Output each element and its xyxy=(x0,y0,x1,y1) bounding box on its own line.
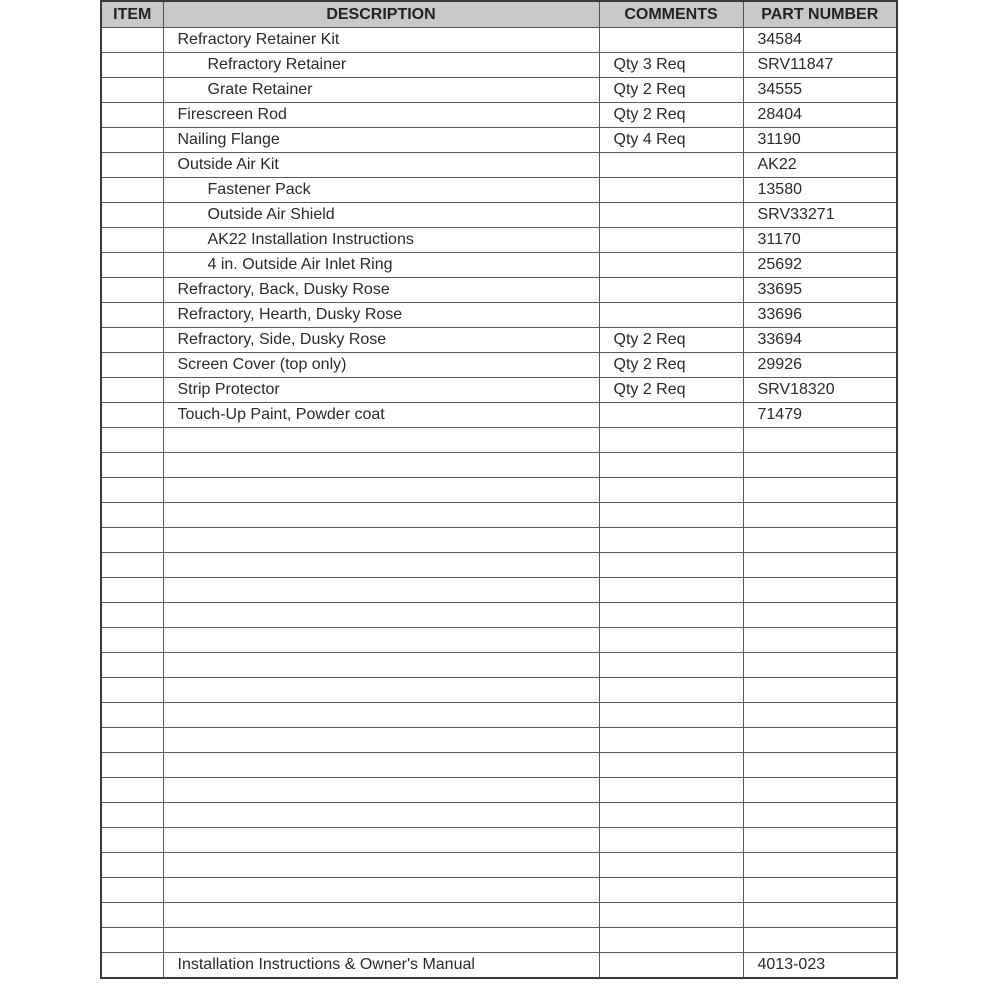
table-row xyxy=(101,78,897,103)
header-row xyxy=(101,1,897,28)
table-row xyxy=(101,353,897,378)
description-cell xyxy=(163,553,599,578)
item-cell xyxy=(101,378,163,403)
comments-cell xyxy=(599,578,743,603)
comments-cell xyxy=(599,928,743,953)
blank-row xyxy=(101,903,897,928)
comments-cell xyxy=(599,603,743,628)
comments-cell xyxy=(599,803,743,828)
item-cell xyxy=(101,728,163,753)
description-cell xyxy=(163,603,599,628)
item-cell xyxy=(101,928,163,953)
description-cell xyxy=(163,853,599,878)
description-cell: Grate Retainer xyxy=(163,78,599,103)
blank-row xyxy=(101,803,897,828)
comments-cell xyxy=(599,253,743,278)
part-number-cell xyxy=(743,453,897,478)
item-cell xyxy=(101,878,163,903)
part-number-cell xyxy=(743,478,897,503)
description-cell: Firescreen Rod xyxy=(163,103,599,128)
item-cell xyxy=(101,278,163,303)
part-number-cell xyxy=(743,528,897,553)
item-cell xyxy=(101,328,163,353)
description-cell: Outside Air Kit xyxy=(163,153,599,178)
part-number-cell: 13580 xyxy=(743,178,897,203)
blank-row xyxy=(101,603,897,628)
part-number-cell xyxy=(743,503,897,528)
description-cell: Refractory Retainer xyxy=(163,53,599,78)
comments-cell: Qty 4 Req xyxy=(599,128,743,153)
item-cell xyxy=(101,78,163,103)
part-number-cell: 71479 xyxy=(743,403,897,428)
comments-cell xyxy=(599,653,743,678)
description-cell xyxy=(163,803,599,828)
description-cell: 4 in. Outside Air Inlet Ring xyxy=(163,253,599,278)
comments-cell xyxy=(599,678,743,703)
part-number-cell: 28404 xyxy=(743,103,897,128)
description-cell xyxy=(163,503,599,528)
description-cell: Installation Instructions & Owner's Manual xyxy=(163,953,599,979)
table-row xyxy=(101,53,897,78)
comments-cell: Qty 2 Req xyxy=(599,378,743,403)
header-comments: COMMENTS xyxy=(599,1,743,28)
table-row xyxy=(101,953,897,979)
comments-cell xyxy=(599,728,743,753)
description-cell xyxy=(163,653,599,678)
table-row xyxy=(101,303,897,328)
item-cell xyxy=(101,153,163,178)
item-cell xyxy=(101,528,163,553)
part-number-cell: SRV33271 xyxy=(743,203,897,228)
table-row xyxy=(101,253,897,278)
item-cell xyxy=(101,28,163,53)
blank-row xyxy=(101,778,897,803)
table-row xyxy=(101,328,897,353)
blank-row xyxy=(101,853,897,878)
blank-row xyxy=(101,878,897,903)
comments-cell xyxy=(599,478,743,503)
description-cell: Touch-Up Paint, Powder coat xyxy=(163,403,599,428)
item-cell xyxy=(101,753,163,778)
table-row xyxy=(101,203,897,228)
blank-row xyxy=(101,928,897,953)
item-cell xyxy=(101,853,163,878)
comments-cell: Qty 2 Req xyxy=(599,78,743,103)
comments-cell xyxy=(599,553,743,578)
part-number-cell: 29926 xyxy=(743,353,897,378)
part-number-cell xyxy=(743,653,897,678)
part-number-cell: 4013-023 xyxy=(743,953,897,979)
description-cell: Refractory, Back, Dusky Rose xyxy=(163,278,599,303)
item-cell xyxy=(101,803,163,828)
part-number-cell xyxy=(743,878,897,903)
table-row xyxy=(101,228,897,253)
table-row xyxy=(101,278,897,303)
item-cell xyxy=(101,678,163,703)
description-cell: Outside Air Shield xyxy=(163,203,599,228)
description-cell xyxy=(163,703,599,728)
item-cell xyxy=(101,253,163,278)
item-cell xyxy=(101,303,163,328)
item-cell xyxy=(101,128,163,153)
part-number-cell xyxy=(743,778,897,803)
header-item: ITEM xyxy=(101,1,163,28)
part-number-cell: 31170 xyxy=(743,228,897,253)
comments-cell xyxy=(599,228,743,253)
item-cell xyxy=(101,228,163,253)
comments-cell xyxy=(599,503,743,528)
comments-cell xyxy=(599,428,743,453)
description-cell xyxy=(163,778,599,803)
part-number-cell xyxy=(743,628,897,653)
part-number-cell: 25692 xyxy=(743,253,897,278)
table-row xyxy=(101,103,897,128)
part-number-cell: AK22 xyxy=(743,153,897,178)
part-number-cell xyxy=(743,703,897,728)
description-cell xyxy=(163,528,599,553)
table-row xyxy=(101,403,897,428)
part-number-cell: SRV18320 xyxy=(743,378,897,403)
parts-list-table xyxy=(100,0,898,979)
comments-cell xyxy=(599,303,743,328)
part-number-cell xyxy=(743,578,897,603)
comments-cell xyxy=(599,828,743,853)
description-cell: AK22 Installation Instructions xyxy=(163,228,599,253)
description-cell: Fastener Pack xyxy=(163,178,599,203)
part-number-cell xyxy=(743,928,897,953)
blank-row xyxy=(101,578,897,603)
comments-cell xyxy=(599,703,743,728)
part-number-cell: 34584 xyxy=(743,28,897,53)
item-cell xyxy=(101,628,163,653)
blank-row xyxy=(101,678,897,703)
part-number-cell xyxy=(743,603,897,628)
table-row xyxy=(101,128,897,153)
blank-row xyxy=(101,478,897,503)
part-number-cell xyxy=(743,828,897,853)
description-cell: Strip Protector xyxy=(163,378,599,403)
table-body xyxy=(101,28,897,979)
item-cell xyxy=(101,828,163,853)
blank-row xyxy=(101,753,897,778)
comments-cell xyxy=(599,953,743,979)
comments-cell xyxy=(599,753,743,778)
item-cell xyxy=(101,53,163,78)
description-cell: Refractory, Hearth, Dusky Rose xyxy=(163,303,599,328)
header-part-number: PART NUMBER xyxy=(743,1,897,28)
part-number-cell xyxy=(743,728,897,753)
table-row xyxy=(101,378,897,403)
item-cell xyxy=(101,903,163,928)
comments-cell xyxy=(599,903,743,928)
item-cell xyxy=(101,578,163,603)
description-cell: Nailing Flange xyxy=(163,128,599,153)
comments-cell: Qty 2 Req xyxy=(599,353,743,378)
blank-row xyxy=(101,453,897,478)
item-cell xyxy=(101,953,163,979)
blank-row xyxy=(101,703,897,728)
item-cell xyxy=(101,778,163,803)
description-cell: Screen Cover (top only) xyxy=(163,353,599,378)
item-cell xyxy=(101,103,163,128)
comments-cell xyxy=(599,853,743,878)
description-cell xyxy=(163,478,599,503)
header-description: DESCRIPTION xyxy=(163,1,599,28)
comments-cell xyxy=(599,628,743,653)
item-cell xyxy=(101,428,163,453)
item-cell xyxy=(101,503,163,528)
comments-cell xyxy=(599,878,743,903)
description-cell xyxy=(163,628,599,653)
blank-row xyxy=(101,503,897,528)
description-cell xyxy=(163,828,599,853)
description-cell xyxy=(163,678,599,703)
table-row xyxy=(101,178,897,203)
part-number-cell: 31190 xyxy=(743,128,897,153)
comments-cell xyxy=(599,178,743,203)
description-cell xyxy=(163,578,599,603)
blank-row xyxy=(101,728,897,753)
comments-cell xyxy=(599,28,743,53)
item-cell xyxy=(101,478,163,503)
comments-cell xyxy=(599,203,743,228)
item-cell xyxy=(101,703,163,728)
blank-row xyxy=(101,828,897,853)
comments-cell xyxy=(599,153,743,178)
comments-cell xyxy=(599,453,743,478)
item-cell xyxy=(101,553,163,578)
part-number-cell xyxy=(743,428,897,453)
blank-row xyxy=(101,653,897,678)
item-cell xyxy=(101,178,163,203)
description-cell xyxy=(163,453,599,478)
part-number-cell: SRV11847 xyxy=(743,53,897,78)
comments-cell: Qty 2 Req xyxy=(599,328,743,353)
part-number-cell xyxy=(743,903,897,928)
description-cell xyxy=(163,878,599,903)
comments-cell: Qty 3 Req xyxy=(599,53,743,78)
description-cell xyxy=(163,903,599,928)
comments-cell: Qty 2 Req xyxy=(599,103,743,128)
blank-row xyxy=(101,428,897,453)
description-cell: Refractory Retainer Kit xyxy=(163,28,599,53)
part-number-cell: 33696 xyxy=(743,303,897,328)
item-cell xyxy=(101,453,163,478)
description-cell xyxy=(163,728,599,753)
part-number-cell xyxy=(743,553,897,578)
part-number-cell: 33695 xyxy=(743,278,897,303)
blank-row xyxy=(101,553,897,578)
table-row xyxy=(101,28,897,53)
item-cell xyxy=(101,603,163,628)
item-cell xyxy=(101,403,163,428)
part-number-cell: 34555 xyxy=(743,78,897,103)
table-row xyxy=(101,153,897,178)
comments-cell xyxy=(599,278,743,303)
description-cell xyxy=(163,753,599,778)
item-cell xyxy=(101,353,163,378)
blank-row xyxy=(101,528,897,553)
part-number-cell xyxy=(743,753,897,778)
item-cell xyxy=(101,653,163,678)
description-cell xyxy=(163,928,599,953)
description-cell: Refractory, Side, Dusky Rose xyxy=(163,328,599,353)
part-number-cell xyxy=(743,853,897,878)
comments-cell xyxy=(599,403,743,428)
description-cell xyxy=(163,428,599,453)
blank-row xyxy=(101,628,897,653)
part-number-cell xyxy=(743,803,897,828)
part-number-cell xyxy=(743,678,897,703)
comments-cell xyxy=(599,528,743,553)
item-cell xyxy=(101,203,163,228)
comments-cell xyxy=(599,778,743,803)
part-number-cell: 33694 xyxy=(743,328,897,353)
